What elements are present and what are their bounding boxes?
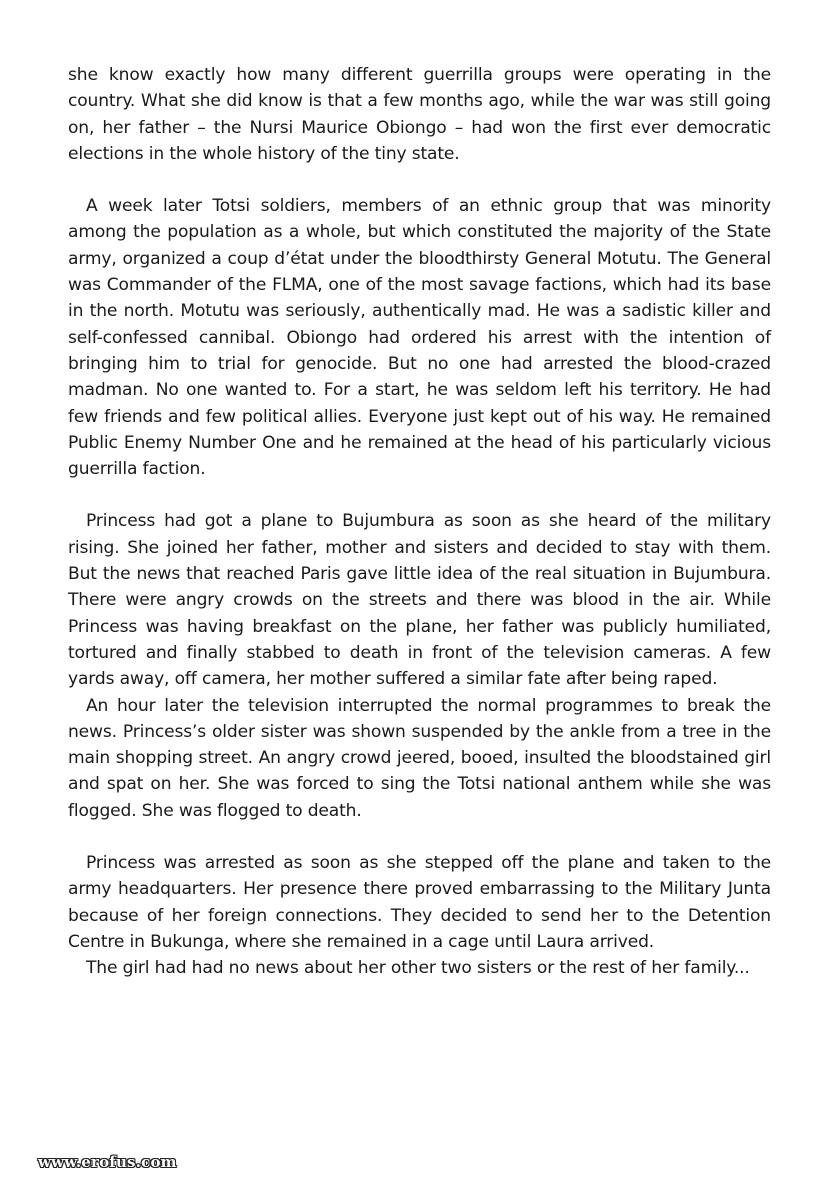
paragraph: The girl had had no news about her other two sisters or the rest of her family... [86,958,750,979]
paragraph: she know exactly how many different guerrilla groups were operating in the country. What she did know is that a few months ago, while the war was still going on, her father – the Nursi Maurice Obiongo – had won the first ever democratic elections in the whole history of the tiny state. [68,65,771,164]
paragraph: Princess was arrested as soon as she stepped off the plane and taken to the army headquarters. Her presence there proved embarrassing to the Military Junta because of her foreign connections. They decided to send her to the Detention Centre in Bukunga, where she remained in a cage until Laura arrived. [68,853,771,952]
watermark-logo: www.erofus.com [38,1153,177,1171]
paragraph: An hour later the television interrupted the normal programmes to break the news. Princess’s older sister was shown suspended by the ankle from a tree in the main shopping street. An angry crowd jeered, booed, insulted the bloodstained girl and spat on her. She was forced to sing the Totsi national anthem while she was flogged. She was flogged to death. [68,695,771,821]
paragraph: A week later Totsi soldiers, members of an ethnic group that was minority among the population as a whole, but which constituted the majority of the State army, organized a coup d’état under the bloodthirsty General Motutu. The General was Commander of the FLMA, one of the most savage factions, which had its base in the north. Motutu was seriously, authentically mad. He was a sadistic killer and self-confessed cannibal. Obiongo had ordered his arrest with the intention of bringing him to trial for genocide. But no one had arrested the blood-crazed madman. No one wanted to. For a start, he was seldom left his territory. He had few friends and few political allies. Everyone just kept out of his way. He remained Public Enemy Number One and he remained at the head of his particularly vicious guerrilla faction. [68,196,771,480]
paragraph: Princess had got a plane to Bujumbura as soon as she heard of the military rising. She joined her father, mother and sisters and decided to stay with them. But the news that reached Paris gave little idea of the real situation in Bujumbura. There were angry crowds on the streets and there was blood in the air. While Princess was having breakfast on the plane, her father was publicly humiliated, tortured and finally stabbed to death in front of the television cameras. A few yards away, off camera, her mother suffered a similar fate after being raped. [68,511,771,690]
document-page [68,62,771,982]
